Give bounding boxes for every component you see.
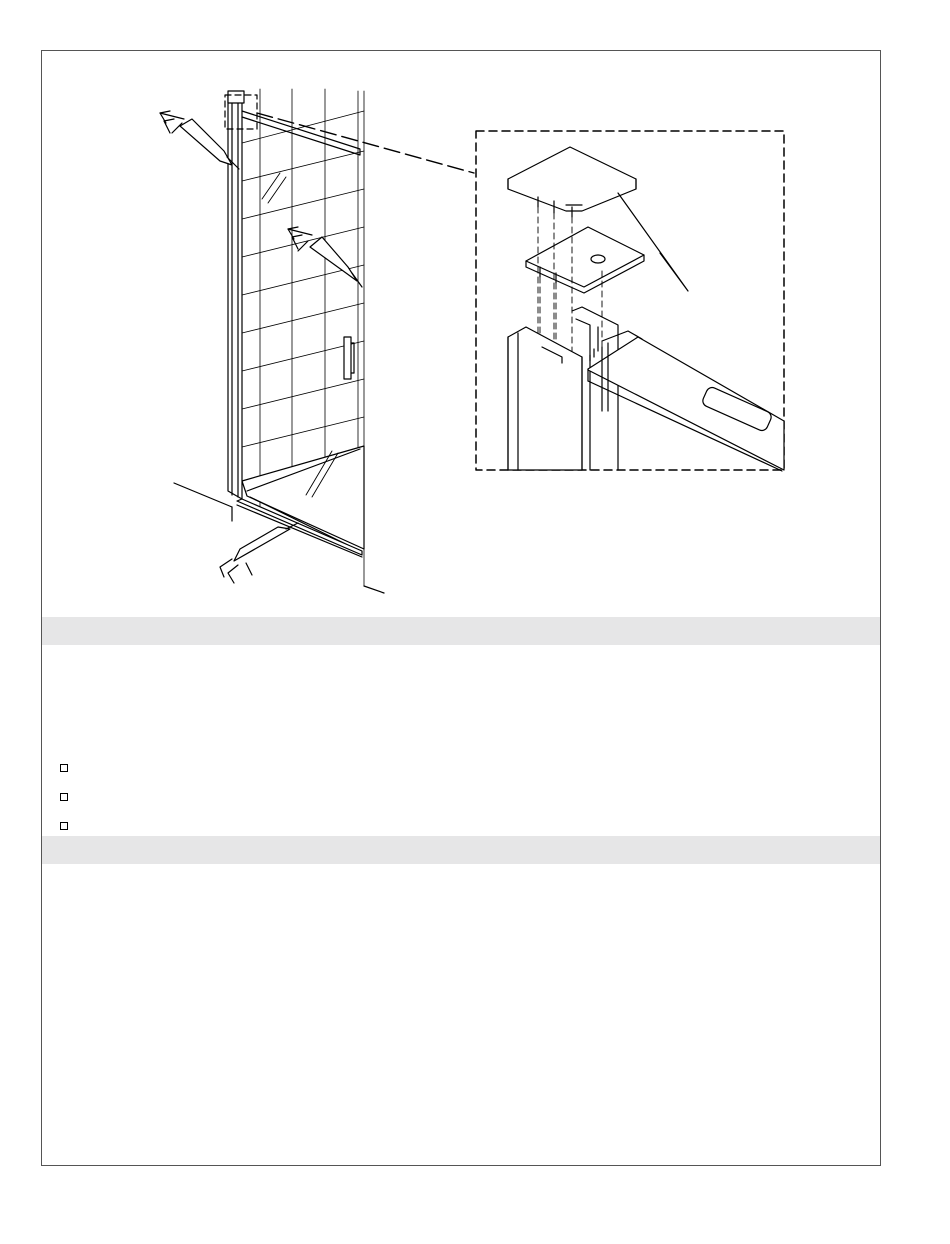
door-handle [344, 337, 354, 379]
caulk-gun-top [160, 111, 239, 169]
glass-reflection-marks [262, 173, 338, 497]
parts-leader-line [618, 193, 688, 291]
checklist-item [60, 782, 68, 811]
section-header-bar [42, 617, 880, 645]
caulk-gun-bottom [220, 523, 298, 583]
installation-illustration [42, 51, 880, 617]
top-end-cap [508, 147, 636, 217]
checklist [60, 753, 68, 840]
checkbox[interactable] [60, 764, 68, 772]
gasket-plate [526, 227, 644, 293]
section-header-bar [42, 836, 880, 864]
checklist-item [60, 753, 68, 782]
checkbox[interactable] [60, 793, 68, 801]
exploded-detail-view [476, 131, 784, 471]
detail-leader-line [257, 113, 474, 173]
checkbox[interactable] [60, 822, 68, 830]
shower-door-scene [160, 89, 474, 593]
page-frame [41, 50, 881, 1166]
